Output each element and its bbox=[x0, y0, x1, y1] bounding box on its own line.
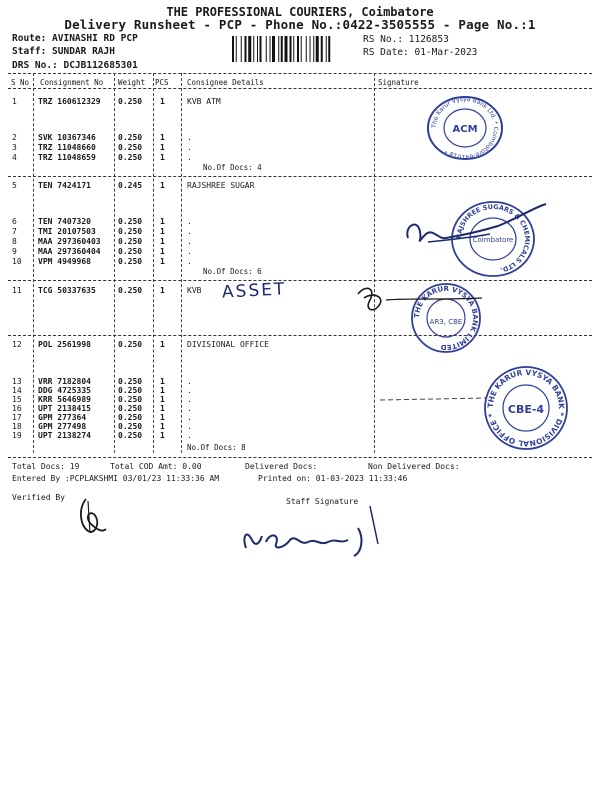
col-divider bbox=[181, 73, 182, 453]
svg-text:THE KARUR VYSYA BANK * DIVISIO: THE KARUR VYSYA BANK * DIVISIONAL OFFICE * bbox=[485, 367, 567, 449]
col-header-consignment: Consignment No bbox=[40, 78, 104, 87]
barcode-bar bbox=[313, 36, 314, 62]
handwritten-asset-note: ASSET bbox=[221, 279, 287, 303]
barcode-bar bbox=[297, 36, 299, 62]
cell-sno: 16 bbox=[12, 404, 22, 413]
no-of-docs: No.Of Docs: 4 bbox=[203, 163, 262, 172]
svg-text:RAJSHREE SUGARS & CHEMICALS LT: RAJSHREE SUGARS & CHEMICALS LTD. bbox=[454, 202, 532, 275]
cell-consignee: RAJSHREE SUGAR bbox=[187, 181, 255, 190]
cell-consignment: TRZ 11048659 bbox=[38, 153, 96, 162]
verifier-signature bbox=[72, 495, 112, 537]
table-top-rule bbox=[8, 73, 592, 74]
cell-consignee: KVB bbox=[187, 286, 202, 295]
drs-number: DRS No.: DCJB112685301 bbox=[12, 60, 138, 71]
col-header-signature: Signature bbox=[378, 78, 419, 87]
cell-sno: 7 bbox=[12, 227, 17, 236]
barcode-bar bbox=[316, 36, 319, 62]
cell-weight: 0.250 bbox=[118, 217, 143, 226]
cell-consignment: VPM 4949968 bbox=[38, 257, 91, 266]
cell-pcs: 1 bbox=[160, 340, 165, 349]
cell-pcs: 1 bbox=[160, 257, 165, 266]
cell-consignee: . bbox=[187, 133, 192, 142]
cell-consignee: . bbox=[187, 227, 192, 236]
barcode-bar bbox=[232, 36, 234, 62]
cell-pcs: 1 bbox=[160, 386, 165, 395]
cell-consignee: . bbox=[187, 431, 192, 440]
staff-label: Staff: SUNDAR RAJH bbox=[12, 46, 115, 57]
barcode-bar bbox=[326, 36, 327, 62]
cell-sno: 15 bbox=[12, 395, 22, 404]
cell-weight: 0.250 bbox=[118, 431, 143, 440]
rs-date: RS Date: 01-Mar-2023 bbox=[363, 47, 478, 58]
staff-signature-label: Staff Signature bbox=[286, 497, 359, 506]
svg-text:THE KARUR VYSYA BANK LIMITED: THE KARUR VYSYA BANK LIMITED bbox=[412, 284, 480, 352]
cell-pcs: 1 bbox=[160, 413, 165, 422]
col-divider bbox=[114, 73, 115, 453]
cell-sno: 14 bbox=[12, 386, 22, 395]
col-divider bbox=[33, 73, 34, 453]
cell-consignee: DIVISIONAL OFFICE bbox=[187, 340, 269, 349]
cell-consignee: . bbox=[187, 153, 192, 162]
barcode-bar bbox=[245, 36, 247, 62]
cell-consignee: . bbox=[187, 143, 192, 152]
barcode-bar bbox=[328, 36, 330, 62]
cell-weight: 0.250 bbox=[118, 97, 143, 106]
no-of-docs: No.Of Docs: 6 bbox=[203, 267, 262, 276]
barcode-bar bbox=[248, 36, 251, 62]
cell-pcs: 1 bbox=[160, 247, 165, 256]
delivered-docs: Delivered Docs: bbox=[245, 462, 318, 471]
barcode-bar bbox=[266, 36, 267, 62]
entered-by: Entered By :PCPLAKSHMI 03/01/23 11:33:36 AM bbox=[12, 474, 220, 483]
verified-by-label: Verified By bbox=[12, 493, 65, 502]
cell-pcs: 1 bbox=[160, 404, 165, 413]
rs-number: RS No.: 1126853 bbox=[363, 34, 449, 45]
group-rule bbox=[8, 335, 592, 336]
cell-pcs: 1 bbox=[160, 143, 165, 152]
cell-sno: 9 bbox=[12, 247, 17, 256]
col-header-consignee: Consignee Details bbox=[187, 78, 264, 87]
col-header-weight: Weight bbox=[118, 78, 146, 87]
cell-consignment: UPT 2138415 bbox=[38, 404, 91, 413]
cell-pcs: 1 bbox=[160, 422, 165, 431]
runsheet-subtitle: Delivery Runsheet - PCP - Phone No.:0422-3505555 - Page No.:1 bbox=[64, 17, 536, 32]
cell-pcs: 1 bbox=[160, 181, 165, 190]
cell-sno: 19 bbox=[12, 431, 22, 440]
col-header-sno: S No bbox=[11, 78, 30, 87]
kvb-cbe4-stamp bbox=[482, 365, 570, 451]
cell-weight: 0.250 bbox=[118, 340, 143, 349]
cell-sno: 3 bbox=[12, 143, 17, 152]
cell-weight: 0.250 bbox=[118, 143, 143, 152]
cell-consignee: KVB ATM bbox=[187, 97, 221, 106]
barcode-bar bbox=[293, 36, 294, 62]
cell-weight: 0.245 bbox=[118, 181, 143, 190]
cell-consignee: . bbox=[187, 404, 192, 413]
cell-consignee: . bbox=[187, 247, 192, 256]
cell-weight: 0.250 bbox=[118, 377, 143, 386]
col-header-pcs: PCS bbox=[155, 78, 169, 87]
group-rule bbox=[8, 280, 592, 281]
svg-text:CBE-4: CBE-4 bbox=[507, 403, 545, 416]
cell-weight: 0.250 bbox=[118, 247, 143, 256]
barcode-bar bbox=[253, 36, 254, 62]
cell-sno: 2 bbox=[12, 133, 17, 142]
cell-weight: 0.250 bbox=[118, 257, 143, 266]
barcode-bar bbox=[321, 36, 323, 62]
cell-consignment: TRZ 11048660 bbox=[38, 143, 96, 152]
cell-weight: 0.250 bbox=[118, 404, 143, 413]
receiver-signature-rajshree bbox=[398, 196, 558, 256]
total-docs: Total Docs: 19 bbox=[12, 462, 80, 471]
cell-weight: 0.250 bbox=[118, 422, 143, 431]
col-divider bbox=[153, 73, 154, 453]
barcode-bar bbox=[278, 36, 279, 62]
barcode-bar bbox=[260, 36, 262, 62]
svg-text:The Karur Vysya Bank Ltd. * Co: The Karur Vysya Bank Ltd. * Coimbatore-641018 * bbox=[430, 95, 500, 161]
cell-pcs: 1 bbox=[160, 133, 165, 142]
non-delivered-docs: Non Delivered Docs: bbox=[368, 462, 460, 471]
cell-consignee: . bbox=[187, 395, 192, 404]
cell-consignee: . bbox=[187, 386, 192, 395]
cell-consignment: SVK 10367346 bbox=[38, 133, 96, 142]
cell-consignee: . bbox=[187, 413, 192, 422]
dashed-strike-line bbox=[378, 388, 488, 408]
cell-consignment: UPT 2138274 bbox=[38, 431, 91, 440]
barcode-bar bbox=[301, 36, 302, 62]
cell-weight: 0.250 bbox=[118, 286, 143, 295]
barcode-bar bbox=[241, 36, 242, 62]
barcode-bar bbox=[236, 36, 237, 62]
cell-consignment: TEN 7424171 bbox=[38, 181, 91, 190]
cell-pcs: 1 bbox=[160, 153, 165, 162]
cell-consignee: . bbox=[187, 422, 192, 431]
cell-consignment: TMI 20107503 bbox=[38, 227, 96, 236]
cell-weight: 0.250 bbox=[118, 133, 143, 142]
cell-pcs: 1 bbox=[160, 237, 165, 246]
cell-pcs: 1 bbox=[160, 227, 165, 236]
receiver-signature-kvb bbox=[350, 278, 490, 328]
cell-sno: 11 bbox=[12, 286, 22, 295]
col-divider bbox=[374, 73, 375, 453]
no-of-docs: No.Of Docs: 8 bbox=[187, 443, 246, 452]
cell-consignment: TCG 50337635 bbox=[38, 286, 96, 295]
barcode-bar bbox=[290, 36, 292, 62]
printed-on: Printed on: 01-03-2023 11:33:46 bbox=[258, 474, 408, 483]
table-header-rule bbox=[8, 88, 592, 89]
cell-consignment: VRR 7182804 bbox=[38, 377, 91, 386]
cell-weight: 0.250 bbox=[118, 395, 143, 404]
cell-consignment: GPM 277498 bbox=[38, 422, 87, 431]
cell-sno: 6 bbox=[12, 217, 17, 226]
company-title: THE PROFESSIONAL COURIERS, Coimbatore bbox=[166, 5, 434, 19]
cell-weight: 0.250 bbox=[118, 153, 143, 162]
cell-pcs: 1 bbox=[160, 431, 165, 440]
cell-consignment: TRZ 160612329 bbox=[38, 97, 101, 106]
barcode-bar bbox=[270, 36, 271, 62]
cell-sno: 10 bbox=[12, 257, 22, 266]
total-cod-amount: Total COD Amt: 0.00 bbox=[110, 462, 202, 471]
cell-pcs: 1 bbox=[160, 217, 165, 226]
cell-weight: 0.250 bbox=[118, 237, 143, 246]
cell-pcs: 1 bbox=[160, 377, 165, 386]
cell-sno: 12 bbox=[12, 340, 22, 349]
svg-text:ACM: ACM bbox=[452, 124, 478, 135]
cell-pcs: 1 bbox=[160, 286, 165, 295]
barcode-bar bbox=[257, 36, 258, 62]
cell-weight: 0.250 bbox=[118, 413, 143, 422]
route-label: Route: AVINASHI RD PCP bbox=[12, 33, 138, 44]
barcode-bar bbox=[306, 36, 307, 62]
cell-sno: 13 bbox=[12, 377, 22, 386]
cell-consignment: GPM 277364 bbox=[38, 413, 87, 422]
staff-signature bbox=[236, 498, 396, 564]
cell-sno: 8 bbox=[12, 237, 17, 246]
cell-consignment: DDG 4725335 bbox=[38, 386, 91, 395]
cell-consignment: KRR 5646989 bbox=[38, 395, 91, 404]
cell-pcs: 1 bbox=[160, 395, 165, 404]
cell-pcs: 1 bbox=[160, 97, 165, 106]
cell-sno: 18 bbox=[12, 422, 22, 431]
cell-consignee: . bbox=[187, 377, 192, 386]
cell-sno: 1 bbox=[12, 97, 17, 106]
cell-consignee: . bbox=[187, 217, 192, 226]
cell-sno: 5 bbox=[12, 181, 17, 190]
svg-text:Coimbatore: Coimbatore bbox=[472, 236, 514, 244]
cell-weight: 0.250 bbox=[118, 227, 143, 236]
cell-consignment: POL 2561998 bbox=[38, 340, 91, 349]
cell-consignment: MAA 297360404 bbox=[38, 247, 101, 256]
barcode bbox=[232, 36, 356, 62]
cell-sno: 17 bbox=[12, 413, 22, 422]
barcode-bar bbox=[310, 36, 311, 62]
barcode-bar bbox=[272, 36, 275, 62]
cell-consignee: . bbox=[187, 257, 192, 266]
cell-weight: 0.250 bbox=[118, 386, 143, 395]
cell-consignee: . bbox=[187, 237, 192, 246]
group-rule bbox=[8, 176, 592, 177]
barcode-bar bbox=[281, 36, 283, 62]
cell-consignment: MAA 297360403 bbox=[38, 237, 101, 246]
barcode-bar bbox=[285, 36, 288, 62]
svg-text:AR3, CBE: AR3, CBE bbox=[429, 318, 463, 326]
cell-sno: 4 bbox=[12, 153, 17, 162]
table-bottom-rule bbox=[8, 457, 592, 458]
cell-consignment: TEN 7407320 bbox=[38, 217, 91, 226]
kvb-acm-stamp bbox=[425, 95, 505, 161]
